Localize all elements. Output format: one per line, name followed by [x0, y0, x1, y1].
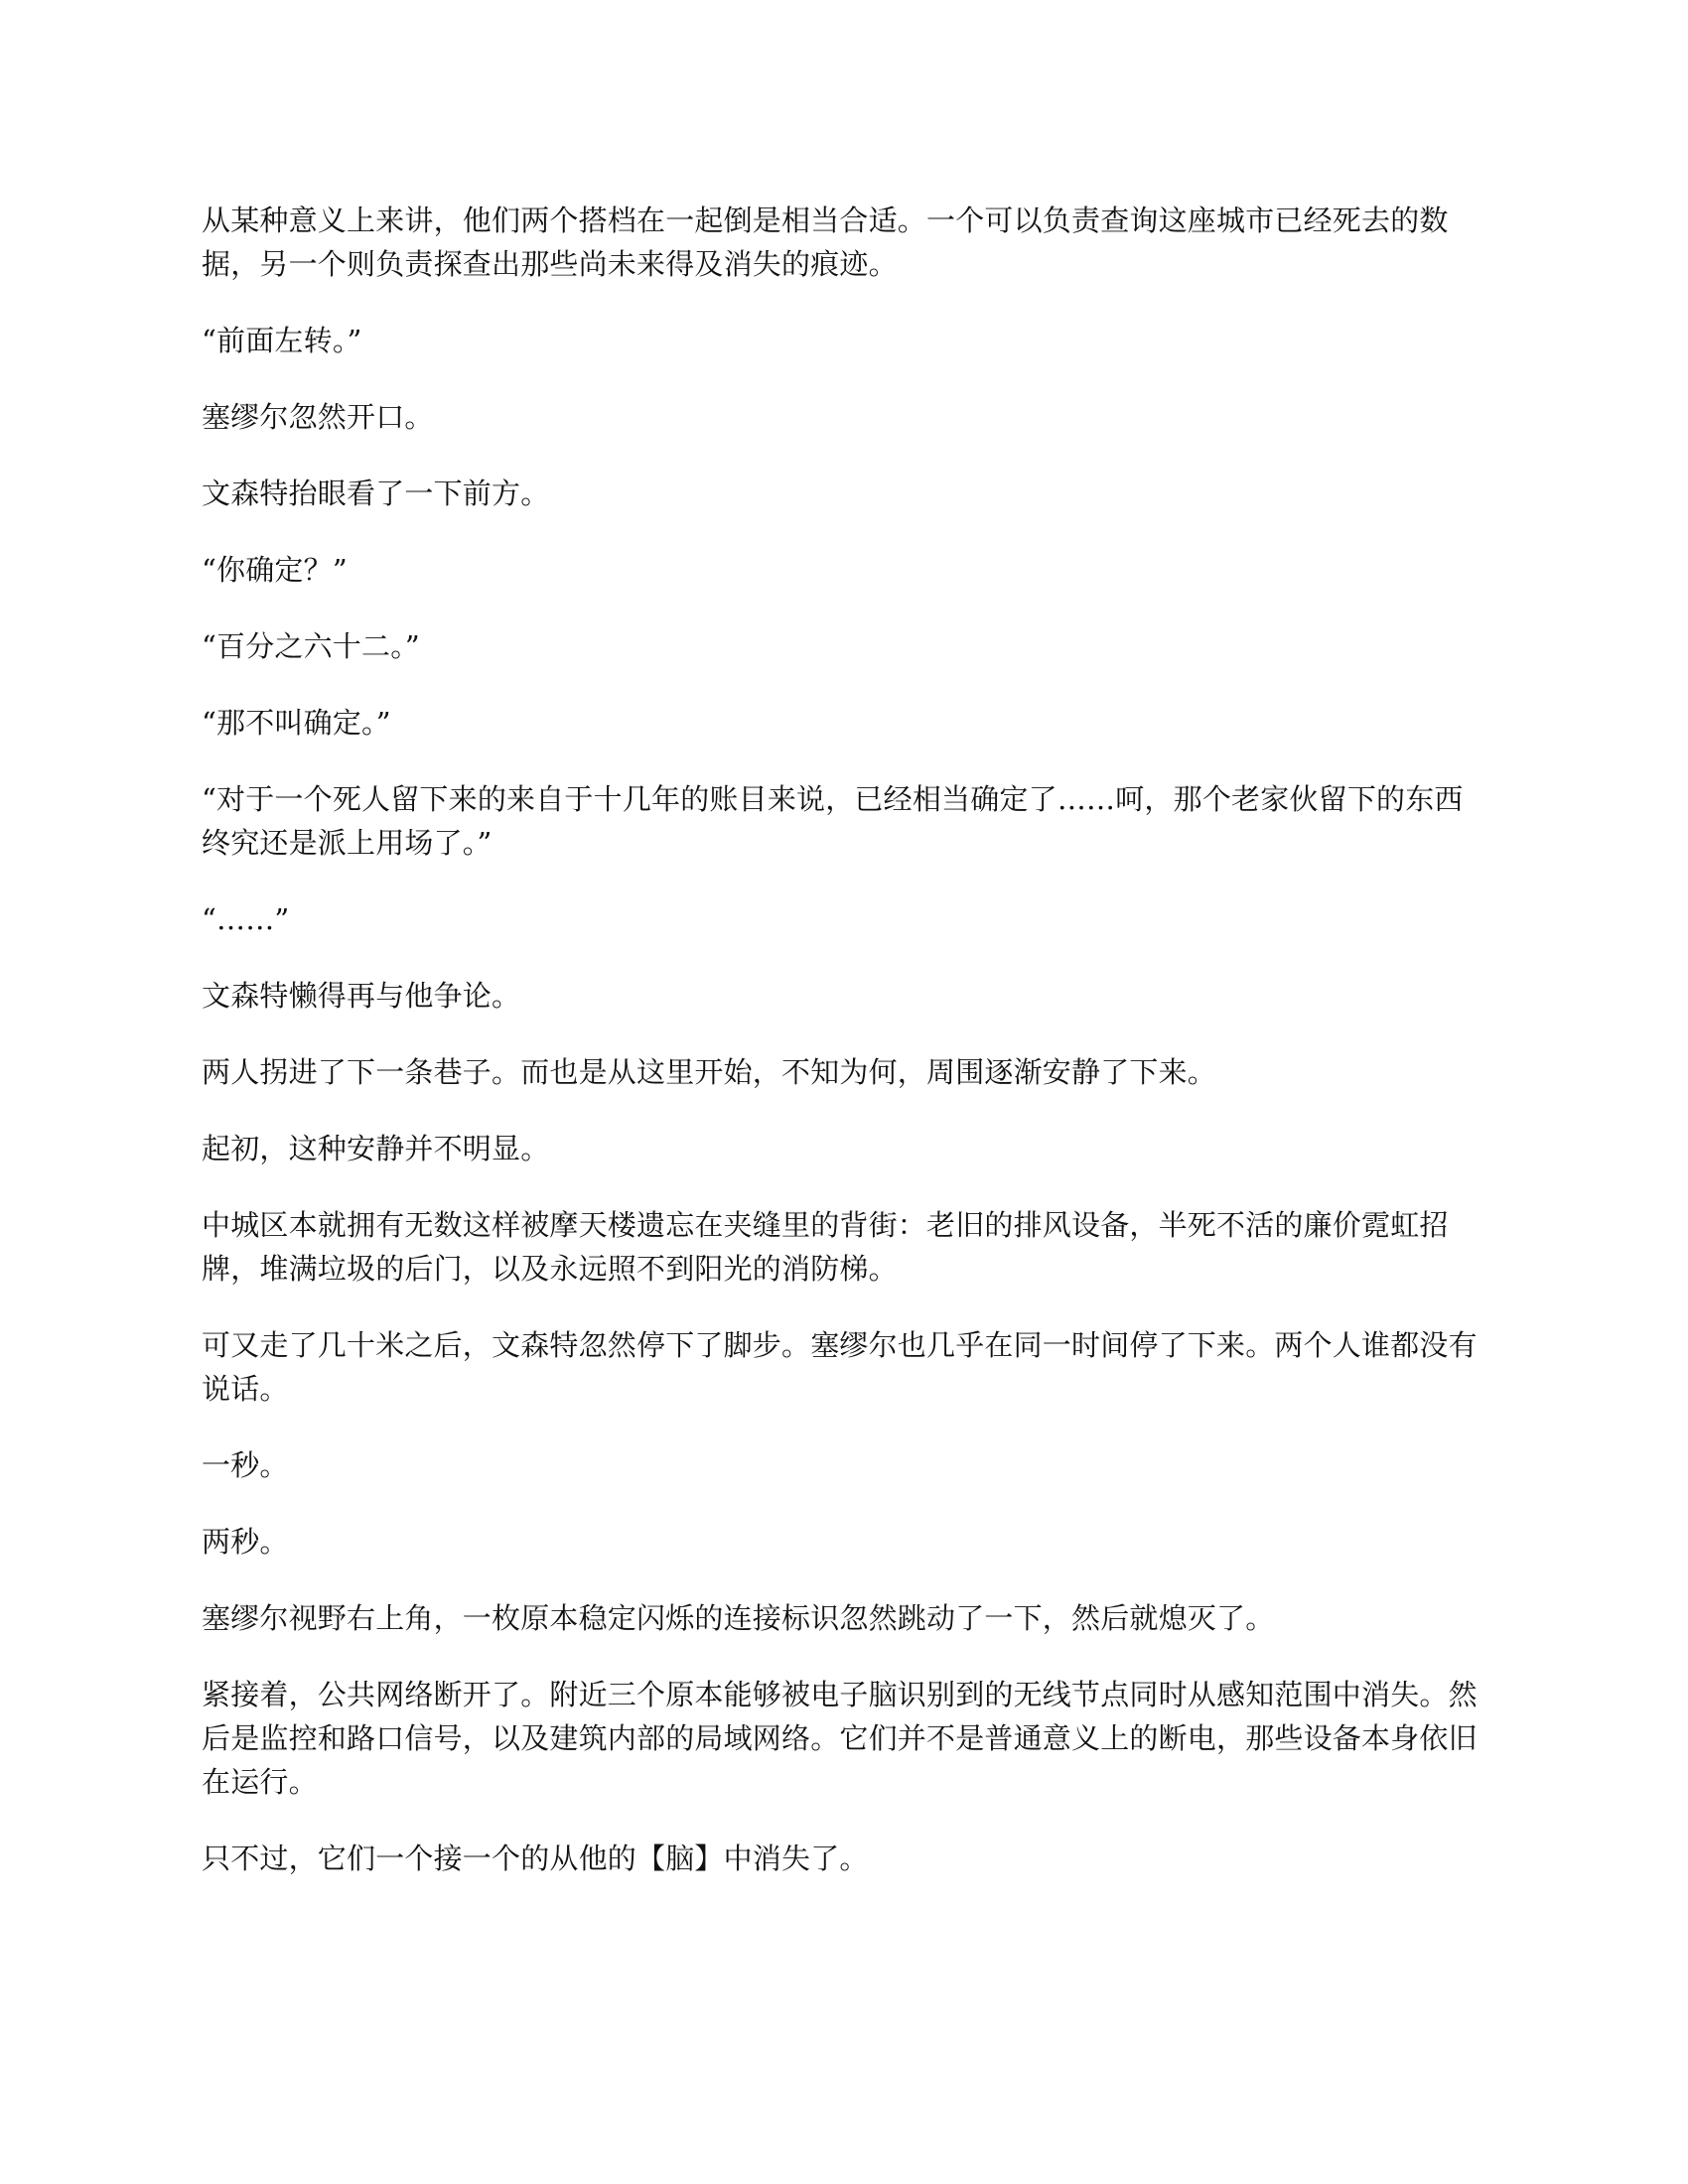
paragraph: 起初，这种安静并不明显。 [202, 1132, 550, 1165]
document-body [202, 199, 1482, 1913]
paragraph: 紧接着，公共网络断开了。附近三个原本能够被电子脑识别到的无线节点同时从感知范围中消失。然后是监控和路口信号，以及建筑内部的局域网络。它们并不是普通意义上的断电，那些设备本身依旧在运行。 [202, 1678, 1477, 1799]
paragraph: “你确定？” [202, 553, 348, 587]
paragraph: “……” [202, 902, 290, 936]
paragraph: 塞缪尔忽然开口。 [202, 400, 434, 434]
paragraph: 文森特抬眼看了一下前方。 [202, 477, 550, 510]
paragraph: 两秒。 [202, 1525, 289, 1559]
paragraph: “百分之六十二。” [202, 629, 420, 663]
paragraph: 塞缪尔视野右上角，一枚原本稳定闪烁的连接标识忽然跳动了一下，然后就熄灭了。 [202, 1601, 1275, 1635]
paragraph: 只不过，它们一个接一个的从他的【脑】中消失了。 [202, 1842, 869, 1875]
paragraph: 中城区本就拥有无数这样被摩天楼遗忘在夹缝里的背街：老旧的排风设备，半死不活的廉价霓虹招牌，堆满垃圾的后门，以及永远照不到阳光的消防梯。 [202, 1208, 1449, 1286]
paragraph: “前面左转。” [202, 324, 362, 357]
paragraph: “那不叫确定。” [202, 706, 391, 740]
paragraph: “对于一个死人留下来的来自于十几年的账目来说，已经相当确定了……呵，那个老家伙留下的东西终究还是派上用场了。” [202, 782, 1464, 860]
paragraph: 两人拐进了下一条巷子。而也是从这里开始，不知为何，周围逐渐安静了下来。 [202, 1055, 1217, 1089]
paragraph: 可又走了几十米之后，文森特忽然停下了脚步。塞缪尔也几乎在同一时间停了下来。两个人谁都没有说话。 [202, 1328, 1477, 1406]
paragraph: 从某种意义上来讲，他们两个搭档在一起倒是相当合适。一个可以负责查询这座城市已经死去的数据，另一个则负责探查出那些尚未来得及消失的痕迹。 [202, 204, 1449, 281]
paragraph: 文森特懒得再与他争论。 [202, 979, 521, 1013]
paragraph: 一秒。 [202, 1448, 289, 1482]
